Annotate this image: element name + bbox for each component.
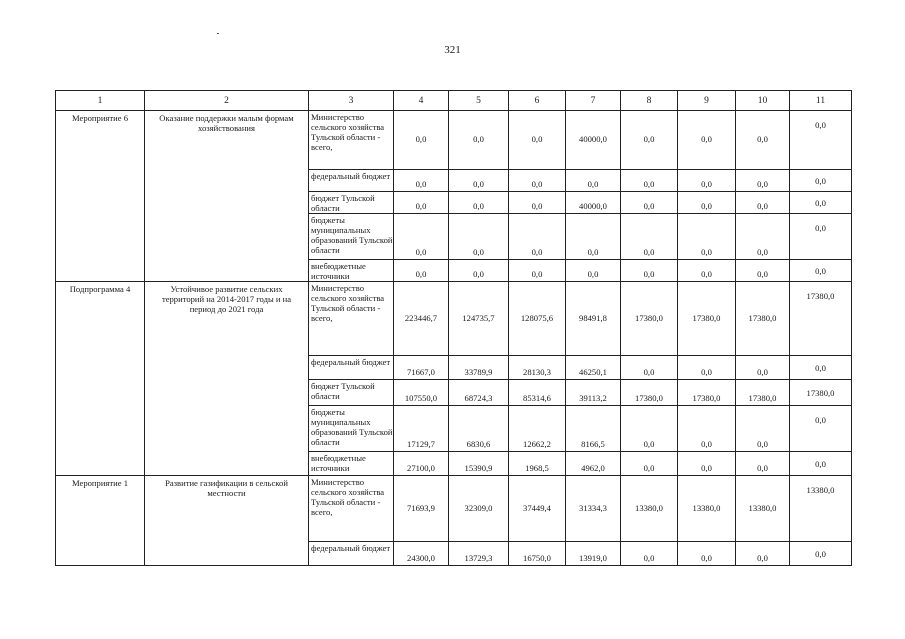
funding-value: 124735,7 bbox=[449, 282, 509, 356]
funding-value: 13380,0 bbox=[621, 476, 678, 542]
funding-source: бюджеты муниципальных образований Тульской области bbox=[309, 406, 394, 452]
funding-value: 0,0 bbox=[736, 260, 790, 282]
funding-value: 0,0 bbox=[566, 260, 621, 282]
funding-value: 40000,0 bbox=[566, 111, 621, 170]
program-name: Устойчивое развитие сельских территорий на 2014-2017 годы и на период до 2021 года bbox=[145, 282, 309, 476]
budget-table bbox=[55, 90, 852, 566]
funding-value: 0,0 bbox=[736, 214, 790, 260]
funding-value: 0,0 bbox=[736, 192, 790, 214]
funding-value: 0,0 bbox=[790, 170, 852, 192]
funding-value: 0,0 bbox=[394, 170, 449, 192]
funding-value: 13380,0 bbox=[678, 476, 736, 542]
funding-source: федеральный бюджет bbox=[309, 542, 394, 566]
funding-value: 13919,0 bbox=[566, 542, 621, 566]
table-row bbox=[56, 282, 852, 356]
funding-value: 223446,7 bbox=[394, 282, 449, 356]
funding-value: 0,0 bbox=[449, 170, 509, 192]
funding-value: 0,0 bbox=[394, 260, 449, 282]
funding-source: внебюджетные источники bbox=[309, 452, 394, 476]
funding-value: 17380,0 bbox=[678, 282, 736, 356]
funding-source: бюджет Тульской области bbox=[309, 380, 394, 406]
funding-value: 0,0 bbox=[678, 214, 736, 260]
funding-value: 17380,0 bbox=[736, 282, 790, 356]
column-header: 10 bbox=[736, 91, 790, 111]
funding-value: 24300,0 bbox=[394, 542, 449, 566]
funding-source: федеральный бюджет bbox=[309, 356, 394, 380]
funding-value: 0,0 bbox=[790, 111, 852, 170]
program-name: Развитие газификации в сельской местности bbox=[145, 476, 309, 566]
funding-value: 1968,5 bbox=[509, 452, 566, 476]
funding-value: 8166,5 bbox=[566, 406, 621, 452]
funding-value: 0,0 bbox=[790, 406, 852, 452]
funding-value: 0,0 bbox=[394, 192, 449, 214]
funding-value: 0,0 bbox=[621, 542, 678, 566]
funding-value: 0,0 bbox=[449, 260, 509, 282]
column-header: 6 bbox=[509, 91, 566, 111]
funding-source: бюджет Тульской области bbox=[309, 192, 394, 214]
funding-value: 0,0 bbox=[678, 260, 736, 282]
funding-value: 0,0 bbox=[678, 406, 736, 452]
funding-value: 0,0 bbox=[621, 260, 678, 282]
program-name: Оказание поддержки малым формам хозяйствования bbox=[145, 111, 309, 282]
funding-value: 40000,0 bbox=[566, 192, 621, 214]
funding-value: 0,0 bbox=[509, 214, 566, 260]
funding-source: Министерство сельского хозяйства Тульской области - всего, bbox=[309, 111, 394, 170]
funding-value: 27100,0 bbox=[394, 452, 449, 476]
funding-source: федеральный бюджет bbox=[309, 170, 394, 192]
funding-value: 28130,3 bbox=[509, 356, 566, 380]
funding-value: 71667,0 bbox=[394, 356, 449, 380]
table-header-row bbox=[56, 91, 852, 111]
funding-value: 0,0 bbox=[509, 260, 566, 282]
funding-value: 17380,0 bbox=[736, 380, 790, 406]
funding-value: 0,0 bbox=[509, 170, 566, 192]
funding-value: 0,0 bbox=[736, 111, 790, 170]
funding-value: 0,0 bbox=[621, 170, 678, 192]
funding-value: 0,0 bbox=[394, 111, 449, 170]
funding-value: 0,0 bbox=[736, 170, 790, 192]
funding-value: 0,0 bbox=[736, 406, 790, 452]
funding-value: 0,0 bbox=[736, 542, 790, 566]
funding-value: 17129,7 bbox=[394, 406, 449, 452]
column-header: 11 bbox=[790, 91, 852, 111]
scan-speck bbox=[217, 33, 219, 34]
table-row bbox=[56, 476, 852, 542]
funding-value: 13729,3 bbox=[449, 542, 509, 566]
funding-value: 0,0 bbox=[621, 406, 678, 452]
funding-value: 0,0 bbox=[678, 542, 736, 566]
funding-value: 31334,3 bbox=[566, 476, 621, 542]
funding-value: 0,0 bbox=[678, 356, 736, 380]
column-header: 4 bbox=[394, 91, 449, 111]
column-header: 5 bbox=[449, 91, 509, 111]
funding-value: 0,0 bbox=[394, 214, 449, 260]
funding-value: 0,0 bbox=[678, 452, 736, 476]
funding-value: 0,0 bbox=[736, 356, 790, 380]
column-header: 2 bbox=[145, 91, 309, 111]
column-header: 9 bbox=[678, 91, 736, 111]
funding-source: бюджеты муниципальных образований Тульской области bbox=[309, 214, 394, 260]
funding-value: 128075,6 bbox=[509, 282, 566, 356]
program-code: Мероприятие 6 bbox=[56, 111, 145, 282]
funding-value: 0,0 bbox=[509, 111, 566, 170]
funding-value: 15390,9 bbox=[449, 452, 509, 476]
funding-value: 0,0 bbox=[449, 192, 509, 214]
funding-value: 6830,6 bbox=[449, 406, 509, 452]
funding-value: 16750,0 bbox=[509, 542, 566, 566]
funding-value: 17380,0 bbox=[621, 282, 678, 356]
funding-value: 12662,2 bbox=[509, 406, 566, 452]
funding-value: 0,0 bbox=[621, 356, 678, 380]
funding-value: 17380,0 bbox=[621, 380, 678, 406]
funding-value: 71693,9 bbox=[394, 476, 449, 542]
funding-value: 0,0 bbox=[509, 192, 566, 214]
column-header: 1 bbox=[56, 91, 145, 111]
funding-value: 17380,0 bbox=[790, 380, 852, 406]
funding-value: 107550,0 bbox=[394, 380, 449, 406]
funding-value: 32309,0 bbox=[449, 476, 509, 542]
funding-value: 37449,4 bbox=[509, 476, 566, 542]
funding-value: 46250,1 bbox=[566, 356, 621, 380]
funding-source: Министерство сельского хозяйства Тульской области - всего, bbox=[309, 282, 394, 356]
funding-value: 0,0 bbox=[790, 542, 852, 566]
funding-value: 0,0 bbox=[736, 452, 790, 476]
table-row bbox=[56, 111, 852, 170]
funding-value: 0,0 bbox=[621, 111, 678, 170]
funding-value: 17380,0 bbox=[790, 282, 852, 356]
funding-value: 0,0 bbox=[790, 192, 852, 214]
column-header: 3 bbox=[309, 91, 394, 111]
funding-value: 0,0 bbox=[449, 111, 509, 170]
funding-value: 0,0 bbox=[678, 192, 736, 214]
funding-value: 68724,3 bbox=[449, 380, 509, 406]
column-header: 7 bbox=[566, 91, 621, 111]
funding-value: 13380,0 bbox=[790, 476, 852, 542]
page-number: 321 bbox=[444, 44, 461, 56]
funding-value: 0,0 bbox=[790, 214, 852, 260]
funding-value: 0,0 bbox=[790, 260, 852, 282]
funding-value: 0,0 bbox=[621, 452, 678, 476]
funding-value: 33789,9 bbox=[449, 356, 509, 380]
funding-value: 85314,6 bbox=[509, 380, 566, 406]
funding-value: 0,0 bbox=[790, 356, 852, 380]
funding-value: 0,0 bbox=[566, 214, 621, 260]
funding-value: 0,0 bbox=[449, 214, 509, 260]
funding-value: 0,0 bbox=[621, 214, 678, 260]
funding-value: 0,0 bbox=[678, 170, 736, 192]
program-code: Мероприятие 1 bbox=[56, 476, 145, 566]
funding-value: 0,0 bbox=[566, 170, 621, 192]
funding-value: 0,0 bbox=[790, 452, 852, 476]
funding-value: 39113,2 bbox=[566, 380, 621, 406]
column-header: 8 bbox=[621, 91, 678, 111]
funding-value: 0,0 bbox=[621, 192, 678, 214]
funding-source: внебюджетные источники bbox=[309, 260, 394, 282]
funding-value: 98491,8 bbox=[566, 282, 621, 356]
funding-value: 17380,0 bbox=[678, 380, 736, 406]
program-code: Подпрограмма 4 bbox=[56, 282, 145, 476]
funding-value: 4962,0 bbox=[566, 452, 621, 476]
funding-source: Министерство сельского хозяйства Тульской области - всего, bbox=[309, 476, 394, 542]
funding-value: 13380,0 bbox=[736, 476, 790, 542]
funding-value: 0,0 bbox=[678, 111, 736, 170]
